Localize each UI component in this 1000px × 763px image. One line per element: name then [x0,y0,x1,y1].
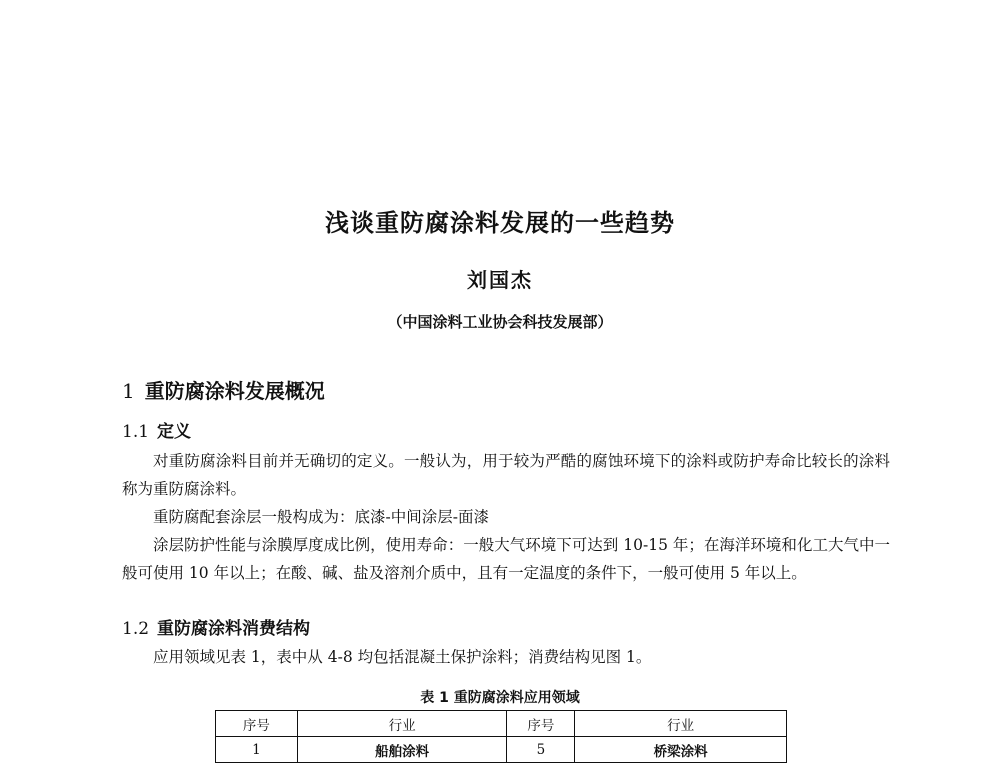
paragraph-consumption: 应用领域见表 1，表中从 4-8 均包括混凝土保护涂料；消费结构见图 1。 [153,648,652,666]
table-cell: 5 [507,737,575,763]
section-number: 1.2 [122,619,150,639]
section-number: 1.1 [122,422,150,442]
header-cell: 序号 [507,711,575,737]
paragraph-definition: 对重防腐涂料目前并无确切的定义。一般认为，用于较为严酷的腐蚀环境下的涂料或防护寿命比较长的涂料称为重防腐涂料。 [122,452,890,498]
section-title: 重防腐涂料消费结构 [157,619,311,639]
header-cell: 序号 [216,711,298,737]
section-title: 重防腐涂料发展概况 [144,379,325,403]
section-heading-1-2 [122,614,310,639]
section-title: 定义 [157,422,192,442]
section-heading-1-1 [122,417,191,442]
paragraph-coating-structure: 重防腐配套涂层一般构成为：底漆-中间涂层-面漆 [153,508,489,526]
table-cell: 桥梁涂料 [575,737,787,763]
section-heading-1 [122,375,325,404]
table-caption: 表 1 重防腐涂料应用领域 [420,690,580,706]
table-cell: 船舶涂料 [297,737,507,763]
table-cell: 1 [216,737,298,763]
paragraph-service-life: 涂层防护性能与涂膜厚度成比例，使用寿命：一般大气环境下可达到 10-15 年；在海洋环境和化工大气中一般可使用 10 年以上；在酸、碱、盐及溶剂介质中，且有一定温度的条件下，一般可使用 5 年以上。 [122,536,890,582]
table-header-row [216,711,787,737]
application-table [215,710,787,763]
author-affiliation: （中国涂料工业协会科技发展部） [387,313,613,331]
author-name: 刘国杰 [467,268,533,292]
article-title: 浅谈重防腐涂料发展的一些趋势 [325,209,675,237]
header-cell: 行业 [575,711,787,737]
header-cell: 行业 [297,711,507,737]
section-number: 1 [122,379,135,403]
